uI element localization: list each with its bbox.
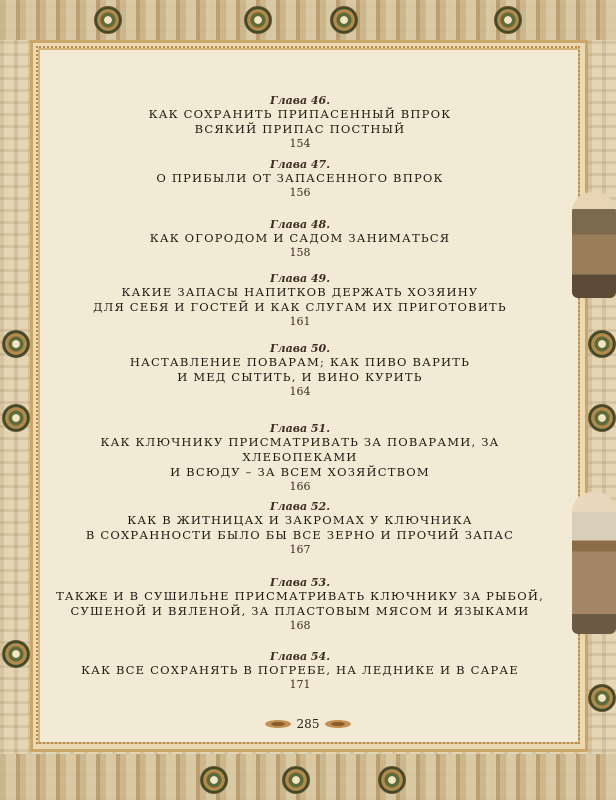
chapter-title-line: В СОХРАННОСТИ БЫЛО БЫ ВСЕ ЗЕРНО И ПРОЧИЙ ЗАПАС xyxy=(85,528,515,542)
medallion-icon xyxy=(2,330,30,358)
chapter-title-line: ТАКЖЕ И В СУШИЛЬНЕ ПРИСМАТРИВАТЬ КЛЮЧНИКУ ЗА РЫБОЙ, xyxy=(56,589,544,603)
ornament-icon xyxy=(265,720,291,728)
chapter-number: Глава 48. xyxy=(269,218,331,231)
medallion-icon xyxy=(330,6,358,34)
chapter-number: Глава 54. xyxy=(269,650,331,663)
toc-entry xyxy=(50,500,550,576)
chapter-page-number: 164 xyxy=(289,385,311,398)
toc-entry xyxy=(50,272,550,342)
table-of-contents xyxy=(50,94,550,714)
chapter-number: Глава 52. xyxy=(269,500,331,513)
chapter-title-line: И ВСЮДУ – ЗА ВСЕМ ХОЗЯЙСТВОМ xyxy=(170,465,430,479)
medallion-icon xyxy=(2,404,30,432)
page-footer xyxy=(248,714,368,734)
chapter-page-number: 154 xyxy=(289,137,311,150)
toc-entry xyxy=(50,218,550,272)
chapter-page-number: 168 xyxy=(289,619,311,632)
chapter-page-number: 161 xyxy=(289,315,311,328)
chapter-page-number: 158 xyxy=(289,246,311,259)
medallion-icon xyxy=(378,766,406,794)
toc-entry xyxy=(50,94,550,158)
medallion-icon xyxy=(588,404,616,432)
toc-entry xyxy=(50,576,550,650)
chapter-number: Глава 46. xyxy=(269,94,331,107)
chapter-number: Глава 53. xyxy=(269,576,331,589)
toc-entry xyxy=(50,650,550,714)
chapter-page-number: 167 xyxy=(289,543,311,556)
chapter-title-line: КАКИЕ ЗАПАСЫ НАПИТКОВ ДЕРЖАТЬ ХОЗЯИНУ xyxy=(121,285,479,299)
chapter-number: Глава 49. xyxy=(269,272,331,285)
medallion-icon xyxy=(588,684,616,712)
chapter-title-line: НАСТАВЛЕНИЕ ПОВАРАМ; КАК ПИВО ВАРИТЬ xyxy=(129,355,471,369)
medallion-icon xyxy=(94,6,122,34)
chapter-title-line: И МЕД СЫТИТЬ, И ВИНО КУРИТЬ xyxy=(177,370,423,384)
chapter-number: Глава 50. xyxy=(269,342,331,355)
chapter-title-line: КАК В ЖИТНИЦАХ И ЗАКРОМАХ У КЛЮЧНИКА xyxy=(127,513,473,527)
chapter-page-number: 166 xyxy=(289,480,311,493)
chapter-title-line: КАК ОГОРОДОМ И САДОМ ЗАНИМАТЬСЯ xyxy=(149,231,451,245)
chapter-title-line: КАК СОХРАНИТЬ ПРИПАСЕННЫЙ ВПРОК xyxy=(148,107,452,121)
toc-entry xyxy=(50,422,550,500)
chapter-number: Глава 47. xyxy=(269,158,331,171)
chapter-title-line: ВСЯКИЙ ПРИПАС ПОСТНЫЙ xyxy=(194,122,406,136)
medallion-icon xyxy=(2,640,30,668)
medallion-icon xyxy=(244,6,272,34)
page-number: 285 xyxy=(296,717,320,731)
top-ornament-strip xyxy=(0,0,616,40)
medallion-icon xyxy=(200,766,228,794)
medallion-icon xyxy=(588,330,616,358)
man-figure-illustration xyxy=(572,192,616,298)
chapter-number: Глава 51. xyxy=(269,422,331,435)
chapter-title-line: КАК КЛЮЧНИКУ ПРИСМАТРИВАТЬ ЗА ПОВАРАМИ, ЗА ХЛЕБОПЕКАМИ xyxy=(100,435,500,464)
chapter-title-line: КАК ВСЕ СОХРАНЯТЬ В ПОГРЕБЕ, НА ЛЕДНИКЕ И В САРАЕ xyxy=(81,663,519,677)
chapter-page-number: 156 xyxy=(289,186,311,199)
chapter-title-line: ДЛЯ СЕБЯ И ГОСТЕЙ И КАК СЛУГАМ ИХ ПРИГОТОВИТЬ xyxy=(93,300,507,314)
woman-figure-illustration xyxy=(572,492,616,634)
chapter-title-line: О ПРИБЫЛИ ОТ ЗАПАСЕННОГО ВПРОК xyxy=(156,171,444,185)
chapter-page-number: 171 xyxy=(289,678,311,691)
toc-entry xyxy=(50,158,550,218)
ornament-icon xyxy=(325,720,351,728)
medallion-icon xyxy=(494,6,522,34)
medallion-icon xyxy=(282,766,310,794)
chapter-title-line: СУШЕНОЙ И ВЯЛЕНОЙ, ЗА ПЛАСТОВЫМ МЯСОМ И ЯЗЫКАМИ xyxy=(70,604,530,618)
toc-entry xyxy=(50,342,550,422)
